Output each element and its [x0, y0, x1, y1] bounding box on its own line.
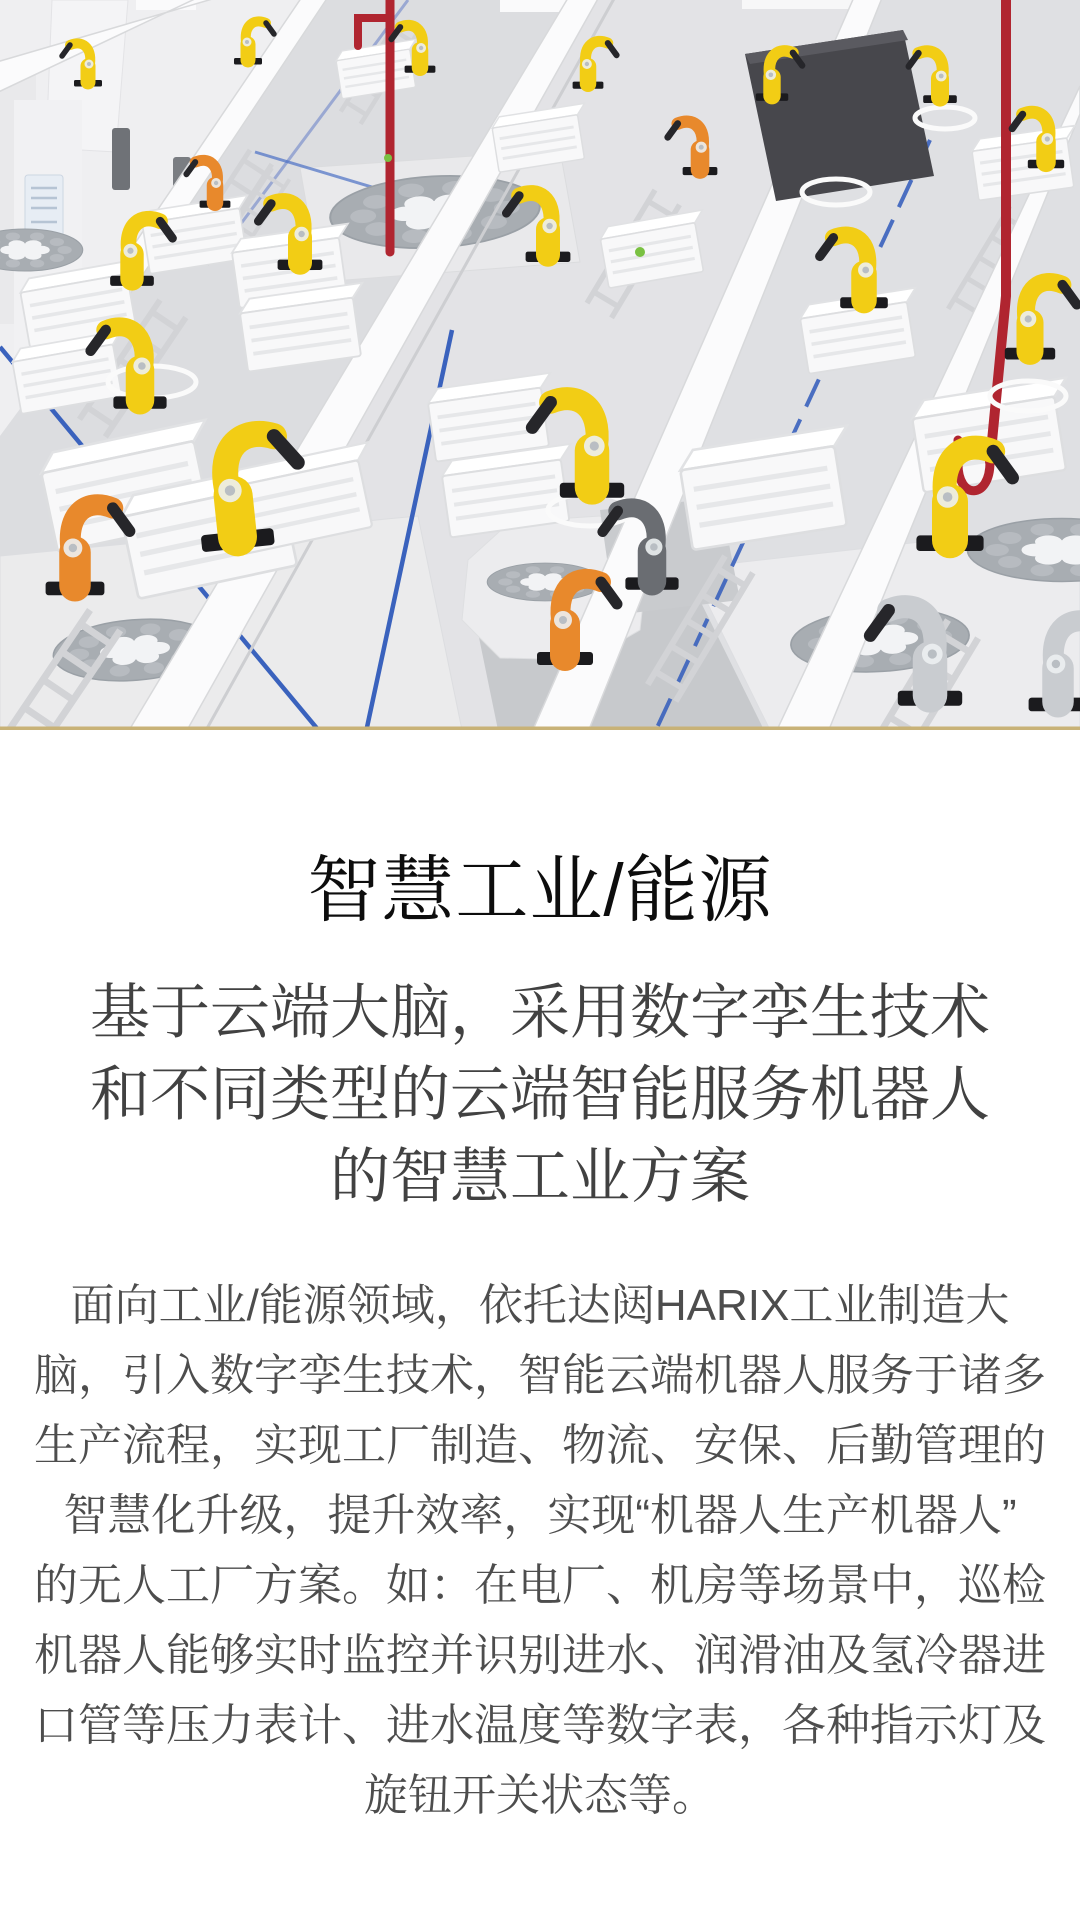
paragraph-line: 旋钮开关状态等。	[364, 1771, 716, 1820]
page-subtitle	[40, 972, 1040, 1218]
paragraph-line: 面向工业/能源领域，依托达闼HARIX工业制造大	[70, 1281, 1010, 1330]
paragraph-line: 智慧化升级，提升效率，实现“机器人生产机器人”	[63, 1491, 1017, 1540]
page-title: 智慧工业/能源	[307, 850, 773, 931]
paragraph-line: 脑，引入数字孪生技术，智能云端机器人服务于诸多	[34, 1351, 1046, 1400]
hero-bottom-edge	[0, 727, 1080, 731]
subtitle-line: 的智慧工业方案	[330, 1143, 750, 1210]
paragraph-line: 的无人工厂方案。如：在电厂、机房等场景中，巡检	[34, 1561, 1046, 1610]
paragraph-line: 机器人能够实时监控并识别进水、润滑油及氢冷器进	[34, 1631, 1046, 1680]
subtitle-line: 和不同类型的云端智能服务机器人	[90, 1061, 990, 1128]
factory-scene-illustration	[0, 0, 1080, 730]
hero-image	[0, 0, 1080, 730]
description-paragraph	[34, 1271, 1046, 1831]
paragraph-line: 生产流程，实现工厂制造、物流、安保、后勤管理的	[34, 1421, 1046, 1470]
subtitle-line: 基于云端大脑，采用数字孪生技术	[90, 979, 990, 1046]
paragraph-line: 口管等压力表计、进水温度等数字表，各种指示灯及	[34, 1701, 1046, 1750]
